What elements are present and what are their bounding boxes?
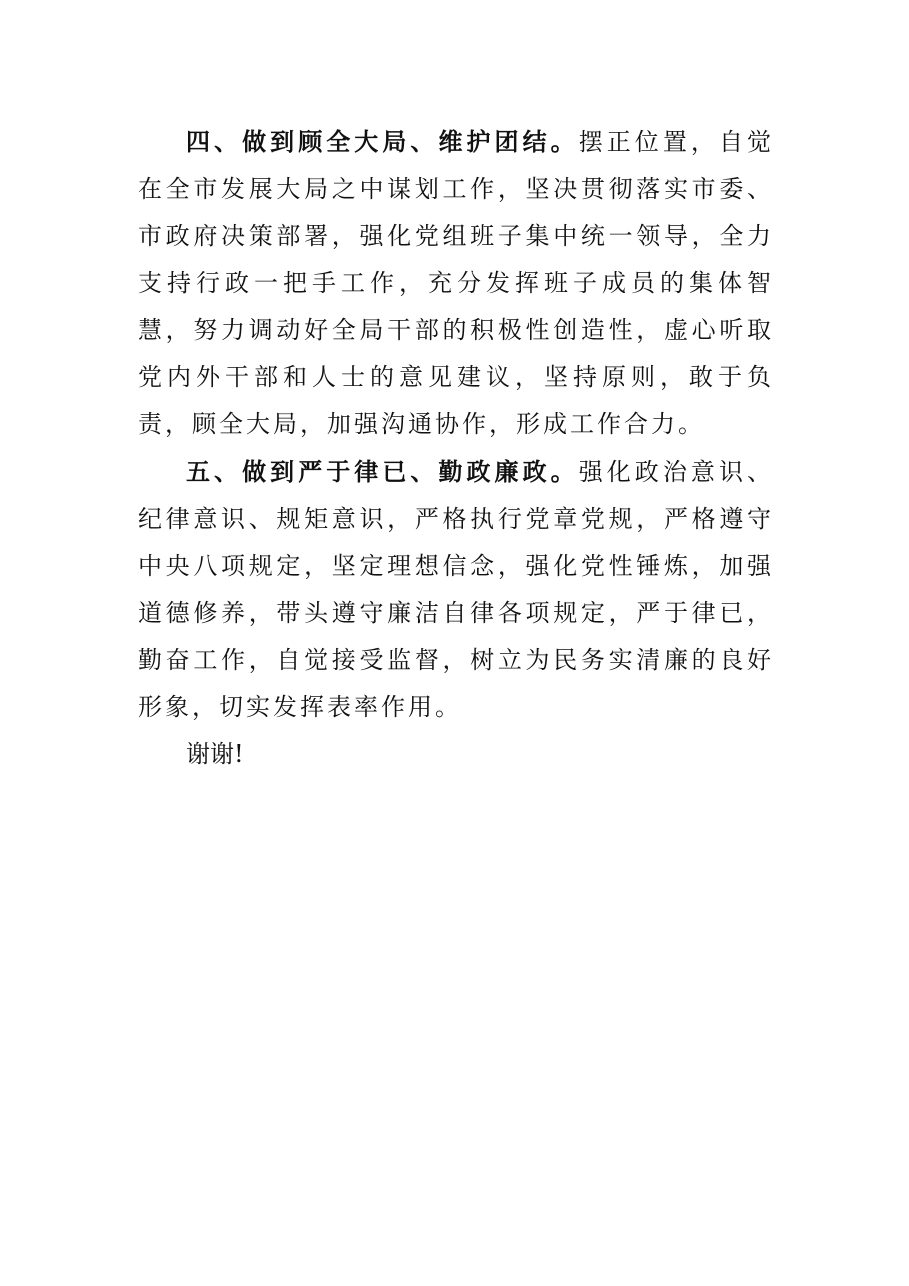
paragraph-five-body: 强化政治意识、纪律意识、规矩意识，严格执行党章党规，严格遵守中央八项规定，坚定理想信念，强化党性锤炼，加强道德修养，带头遵守廉洁自律各项规定，严于律已，勤奋工作，自觉接受监督，树立为民务实清廉的良好形象，切实发挥表率作用。 (138, 458, 775, 721)
paragraph-four-heading: 四、做到顾全大局、维护团结。 (186, 127, 579, 156)
closing-remark: 谢谢! (186, 740, 244, 768)
paragraph-four (138, 118, 774, 448)
paragraph-five-heading: 五、做到严于律已、勤政廉政。 (186, 457, 579, 486)
document-page (138, 118, 774, 778)
paragraph-five (138, 448, 774, 731)
paragraph-four-body: 摆正位置，自觉在全市发展大局之中谋划工作，坚决贯彻落实市委、市政府决策部署，强化党组班子集中统一领导，全力支持行政一把手工作，充分发挥班子成员的集体智慧，努力调动好全局干部的积极性创造性，虚心听取党内外干部和人士的意见建议，坚持原则，敢于负责，顾全大局，加强沟通协作，形成工作合力。 (138, 128, 775, 438)
